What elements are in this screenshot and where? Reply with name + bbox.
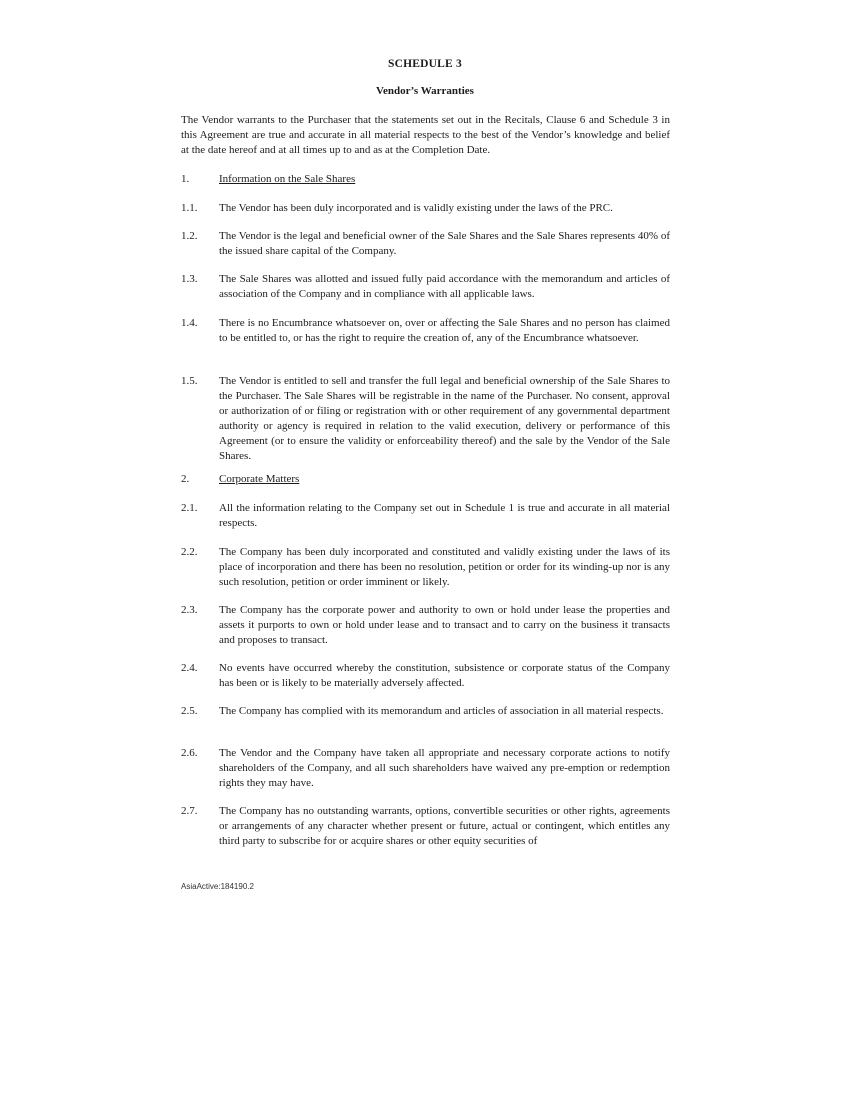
- schedule-subtitle: Vendor’s Warranties: [376, 85, 474, 97]
- document-reference-footer: AsiaActive:184190.2: [181, 882, 254, 891]
- clause-text: The Company has the corporate power and authority to own or hold under lease the properties and assets it purports to own or hold under lease and to transact and to carry on the business it transacts and proposes to transact.: [219, 604, 670, 646]
- section-heading-text: Corporate Matters: [219, 473, 300, 485]
- clause-number: 1.3.: [181, 273, 198, 285]
- clause-text: There is no Encumbrance whatsoever on, over or affecting the Sale Shares and no person has claimed to be entitled to, or has the right to require the creation of, any of the Encumbrance whatsoever.: [219, 317, 670, 344]
- clause-text: The Company has been duly incorporated and constituted and validly existing under the laws of its place of incorporation and there has been no resolution, petition or order for its winding-up nor is any such resolution, petition or order imminent or likely.: [219, 546, 670, 588]
- clause-number: 2.5.: [181, 705, 198, 717]
- clause-number: 2.2.: [181, 546, 198, 558]
- clause-text: The Vendor is entitled to sell and transfer the full legal and beneficial ownership of the Sale Shares to the Purchaser. The Sale Shares will be registrable in the name of the Purchaser. No consent, approval or authorization of or filing or registration with or other requirement of any governmental department authority or agency is required in relation to the valid execution, delivery or performance of this Agreement (or to ensure the validity or enforceability thereof) and the sale by the Vendor of the Sale Shares.: [219, 375, 670, 462]
- section-heading-text: Information on the Sale Shares: [219, 173, 356, 185]
- clause-number: 2.6.: [181, 747, 198, 759]
- clause-text: The Company has no outstanding warrants, options, convertible securities or other rights, agreements or arrangements of any character whether present or future, actual or contingent, which entitles any third party to subscribe for or acquire shares or other equity securities of: [219, 805, 670, 847]
- clause-text: The Vendor is the legal and beneficial owner of the Sale Shares and the Sale Shares represents 40% of the issued share capital of the Company.: [219, 230, 670, 257]
- clause-text: The Vendor has been duly incorporated and is validly existing under the laws of the PRC.: [219, 202, 613, 214]
- section-number: 1.: [181, 173, 190, 185]
- clause-text: No events have occurred whereby the constitution, subsistence or corporate status of the Company has been or is likely to be materially adversely affected.: [219, 662, 670, 689]
- section-number: 2.: [181, 473, 190, 485]
- clause-number: 1.4.: [181, 317, 198, 329]
- schedule-title: SCHEDULE 3: [388, 58, 462, 70]
- clause-number: 2.3.: [181, 604, 198, 616]
- clause-text: The Sale Shares was allotted and issued fully paid accordance with the memorandum and articles of association of the Company and in compliance with all applicable laws.: [219, 273, 670, 300]
- clause-number: 1.1.: [181, 202, 198, 214]
- clause-number: 2.4.: [181, 662, 198, 674]
- clause-text: The Vendor and the Company have taken all appropriate and necessary corporate actions to notify shareholders of the Company, and all such shareholders have waived any pre-emption or redemption rights they may have.: [219, 747, 670, 789]
- clause-number: 2.7.: [181, 805, 198, 817]
- intro-paragraph: The Vendor warrants to the Purchaser that the statements set out in the Recitals, Clause 6 and Schedule 3 in this Agreement are true and accurate in all material respects to the best of the Vendor’s knowledge and belief at the date hereof and at all times up to and as at the Completion Date.: [181, 114, 670, 156]
- clause-number: 1.2.: [181, 230, 198, 242]
- clause-text: All the information relating to the Company set out in Schedule 1 is true and accurate in all material respects.: [219, 502, 670, 529]
- clause-text: The Company has complied with its memorandum and articles of association in all material respects.: [219, 705, 664, 717]
- clause-number: 2.1.: [181, 502, 198, 514]
- clause-number: 1.5.: [181, 375, 198, 387]
